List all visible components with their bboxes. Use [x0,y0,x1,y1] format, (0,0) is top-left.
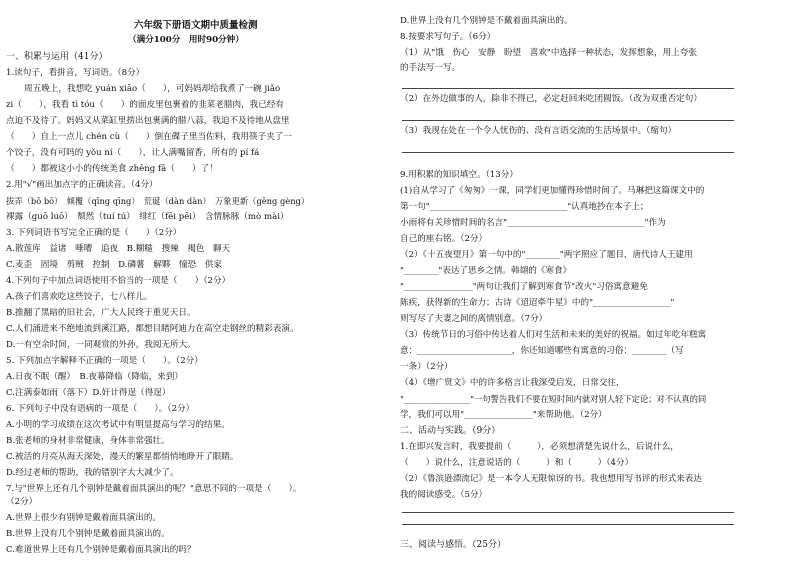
exam-title: 六年级下册语文期中质量检测 [134,20,258,31]
q3-option: A.散莲库 益诸 唾嘈 追夜 B.糊糙 搜辣 褐色 聊天 [6,244,231,254]
question-7: 7.与"世界上还有几个别钟是戴着面具演出的呢？"意思不同的一项是（ ）。 [6,484,302,494]
answer-line [402,88,734,89]
q2-line: 拔弄（bō bō） 倾覆（qīng qīng） 荒诞（dàn dàn） 万象更新（gēng gèng） [6,196,310,206]
activity-line: （ ）说什么，注意说话的（ ）和（ ）（4分） [400,458,634,468]
q9-line: 第一句"________________________________"认真地抄在本子上； [400,202,649,212]
activity-line: （2）《鲁滨逊漂流记》是一本令人无限惊讶的书。我也想用写书评的形式来表达 [400,474,702,484]
q8-line: （1）从"饿 伤心 安静 盼望 喜欢"中选择一种状态，发挥想象，用上夸张 [400,48,697,58]
q7-option: C.难道世界上还有几个别钟是戴着面具演出的吗？ [6,545,196,555]
q9-line: （3）传统节日的习俗中传达着人们对生活和未来的美好的祝福。如过年吃年糕寓 [400,330,707,340]
question-1: 1.读句子，看拼音，写词语。（8分） [6,68,145,78]
answer-line [402,120,734,121]
q1-line: （ ）都被这小小的传统美食 zhēng fā（ ）了！ [6,164,218,174]
q9-line: 陈疾，获得新的生命力；古诗《迢迢牵牛星》中的"__________________" [400,298,675,308]
activity-line: 我的阅读感受。（5分） [400,490,488,500]
q9-line: 则写尽了夫妻之间的离情别意。（7分） [400,314,548,324]
activity-line: 1.在即兴发言时，我要提前（ ），必须想清楚先说什么，后说什么， [400,442,679,452]
q5-option: C.注满泰如雨（落下）D.奸计得逞（得逞） [6,388,171,398]
answer-line [402,512,734,513]
question-5: 5. 下列加点字解释不正确的一项是（ ）。（2分） [6,356,203,366]
answer-line [402,524,734,525]
q3-option: C.麦歪 固境 剪贼 控制 D.磷薯 解夥 憧恐 供家 [6,260,222,270]
q9-line: 自己的座右铭。（2分） [400,234,488,244]
q8-line: 的手法写一写。 [400,63,461,73]
q6-option: D.经过老师的帮助，我的错别字大大减少了。 [6,468,179,478]
question-9: 9.用积累的知识填空。（13分） [400,170,518,180]
q2-line: 裸露（guō luō） 颓然（tuí tú） 绯红（fēi pēi） 含情脉脉（mò mài） [6,212,289,222]
q1-line: （ ）自上一点儿 chén cù（ ）倒在碟子里当佐料，我用筷子夹了一 [6,132,292,142]
q7-line: （2分） [6,497,38,507]
q4-option: D.一有空余时间，一同观赏的外孙，我阅无所大。 [6,340,196,350]
question-8: 8.按要求写句子。（6分） [400,32,496,42]
q9-line: (1)自从学习了《匆匆》一课，同学们更加懂得珍惜时间了。马琳把这篇课文中的 [400,186,705,196]
question-2: 2.用"√"画出加点字的正确读音。（4分） [6,180,158,190]
question-6: 6. 下列句子中没有语病的一项是（ ）。（2分） [6,404,195,414]
q7-option: A.世界上很少有别钟是戴着面具演出的。 [6,513,162,523]
q9-line: "________"表达了思乡之情。韩翃的《寒食》 [400,266,572,276]
q9-line: （2）《十五夜望月》第一句中的"________"两字照应了题目，唐代诗人王建用 [400,250,693,260]
q4-option: A.孩子们喜欢吃这些饺子，七八样儿。 [6,292,153,302]
q7-option: B.世界上没有几个别钟是戴着面具演出的。 [6,529,170,539]
q4-option: C.人们涌进来不绝地流到溪江路，都想目睹阿迪力在高空走钢丝的精彩表演。 [6,324,299,334]
q9-line: （4）《增广贤文》中的许多格言让我深受启发，日常交往， [400,378,625,388]
q8-line: （2）在外边做事的人，除非不得已，必定赶回来吃团圆饭。（改为双重否定句） [400,94,702,104]
q9-line: "________________"一句警告我们不要在短时间内就对别人轻下定论；对不认真的同 [400,394,707,404]
q9-line: 意：______________________，你还知道哪些有寓意的习俗：________（写 [400,346,684,356]
q9-line: 小雨将有关珍惜时间的名言"________________________________"作为 [400,218,666,228]
question-4: 4.下列句子中加点词语使用不恰当的一项是（ ）（2分） [6,276,231,286]
q9-line: "________________"两句让我们了解到寒食节"改火"习俗寓意避免 [400,282,648,292]
exam-subtitle: （满分100分 用时90分钟） [128,35,244,45]
q9-line: 学，我们可以用"________________"来帮助他。（2分） [400,410,607,420]
q4-option: B.推翻了黑暗的旧社会，广大人民终于重见天日。 [6,308,196,318]
question-3: 3. 下列词语书写完全正确的是（ ）（2分） [6,228,182,238]
q6-option: B.张老师的身材非常健康，身体非常强壮。 [6,436,170,446]
q1-line: 点迫不及待了。妈妈又从菜缸里捞出包裹满的腊八蒜，我迫不及待地从盘里 [6,116,290,126]
q7-option: D.世界上没有几个别钟是不戴着面具演出的。 [400,16,573,26]
q8-line: （3）我现在处在一个令人忧伤的、没有言语交流的生活场景中。（缩句） [400,126,677,136]
answer-line [402,152,734,153]
q1-line: 个饺子，没有可吗的 yǒu ní（ ），让人满嘴留香，所有的 pí fá [6,148,260,158]
section-heading: 三、阅读与感悟。（25分） [400,540,506,550]
section-heading: 二、活动与实践。（9分） [400,426,501,436]
section-heading: 一、积累与运用（41分） [6,52,108,62]
q1-line: 周五晚上，我想吃 yuán xiāo（ ），可妈妈却给我煮了一碗 jiǎo [24,84,281,94]
q1-line: zi（ ），我看 tì tóu（ ）的面皮里包裹着的韭菜老腊肉，我已经有 [6,100,285,110]
q9-line: 一条）（2分） [400,362,453,372]
q6-option: C.被活的月亮从海天深处，漫天的繁星都悄悄地睁开了眼睛。 [6,452,239,462]
q6-option: A.小明的学习成绩在这次考试中有明显提高与学习的结果。 [6,420,230,430]
q5-option: A.日夜不眠（醒） B.夜幕降临（降临，来到） [6,372,183,382]
